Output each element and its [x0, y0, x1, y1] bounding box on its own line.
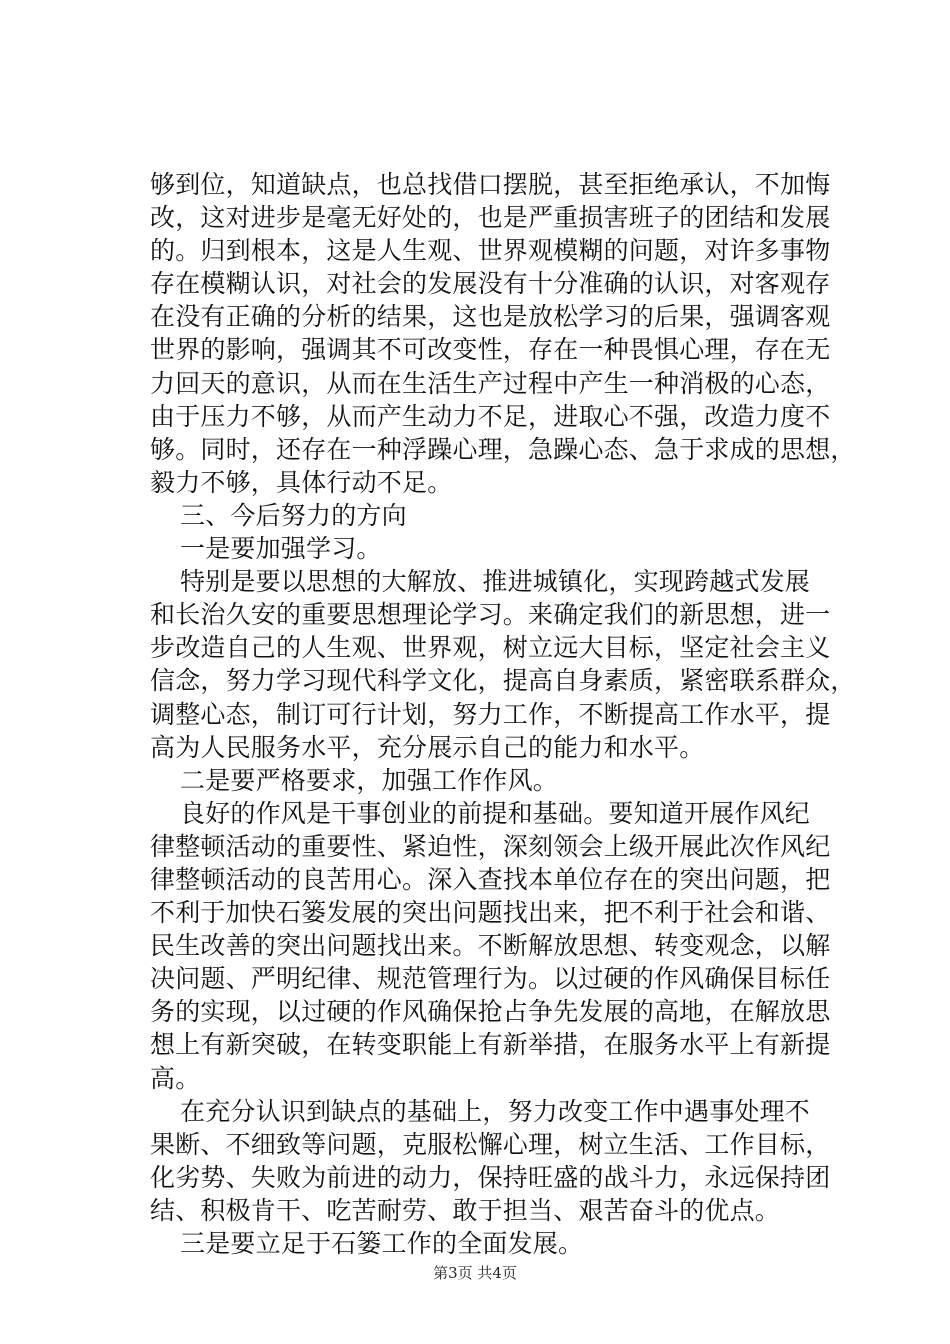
text-line: 改，这对进步是毫无好处的，也是严重损害班子的团结和发展: [150, 203, 831, 233]
text-line: 在没有正确的分析的结果，这也是放松学习的后果，强调客观: [150, 302, 831, 332]
text-line: 务的实现，以过硬的作风确保抢占争先发展的高地，在解放思: [150, 997, 831, 1027]
text-line: 力回天的意识，从而在生活生产过程中产生一种消极的心态，: [150, 368, 831, 398]
text-line: 高。: [150, 1063, 201, 1093]
text-line: 想上有新突破，在转变职能上有新举措，在服务水平上有新提: [150, 1030, 831, 1060]
text-line: 步改造自己的人生观、世界观，树立远大目标，坚定社会主义: [150, 633, 831, 663]
text-line: 三是要立足于石篓工作的全面发展。: [180, 1229, 584, 1258]
text-line: 够到位，知道缺点，也总找借口摆脱，甚至拒绝承认，不加悔: [150, 170, 831, 199]
text-line: 由于压力不够，从而产生动力不足，进取心不强，改造力度不: [150, 401, 831, 431]
text-line: 信念，努力学习现代科学文化，提高自身素质，紧密联系群众，: [150, 666, 856, 696]
text-line: 果断、不细致等问题，克服松懈心理，树立生活、工作目标，: [150, 1129, 831, 1159]
text-line: 和长治久安的重要思想理论学习。来确定我们的新思想，进一: [150, 600, 831, 630]
text-line: 一是要加强学习。: [180, 534, 382, 564]
text-line: 结、积极肯干、吃苦耐劳、敢于担当、艰苦奋斗的优点。: [150, 1195, 781, 1225]
document-body: [150, 168, 856, 1260]
text-line: 特别是要以思想的大解放、推进城镇化，实现跨越式发展: [180, 567, 811, 597]
text-line: 毅力不够，具体行动不足。: [150, 467, 453, 497]
text-line: 律整顿活动的重要性、紧迫性，深刻领会上级开展此次作风纪: [150, 831, 831, 861]
text-line: 在充分认识到缺点的基础上，努力改变工作中遇事处理不: [180, 1096, 811, 1126]
text-line: 良好的作风是干事创业的前提和基础。要知道开展作风纪: [180, 798, 811, 828]
text-line: 民生改善的突出问题找出来。不断解放思想、转变观念，以解: [150, 931, 831, 961]
text-line: 存在模糊认识，对社会的发展没有十分准确的认识，对客观存: [150, 269, 831, 299]
text-line: 的。归到根本，这是人生观、世界观模糊的问题，对许多事物: [150, 236, 831, 266]
text-line: 律整顿活动的良苦用心。深入查找本单位存在的突出问题，把: [150, 864, 831, 894]
page-footer: 第3页 共4页: [433, 1264, 517, 1282]
text-line: 调整心态，制订可行计划，努力工作，不断提高工作水平，提: [150, 699, 831, 729]
text-line: 化劣势、失败为前进的动力，保持旺盛的战斗力，永远保持团: [150, 1162, 831, 1192]
text-line: 世界的影响，强调其不可改变性，存在一种畏惧心理，存在无: [150, 335, 831, 365]
text-line: 高为人民服务水平，充分展示自己的能力和水平。: [150, 732, 705, 762]
text-line: 决问题、严明纪律、规范管理行为。以过硬的作风确保目标任: [150, 964, 831, 994]
text-line: 三、今后努力的方向: [180, 500, 407, 530]
text-line: 二是要严格要求，加强工作作风。: [180, 765, 559, 795]
text-line: 不利于加快石篓发展的突出问题找出来，把不利于社会和谐、: [150, 898, 831, 928]
text-line: 够。同时，还存在一种浮躁心理，急躁心态、急于求成的思想，: [150, 434, 856, 464]
